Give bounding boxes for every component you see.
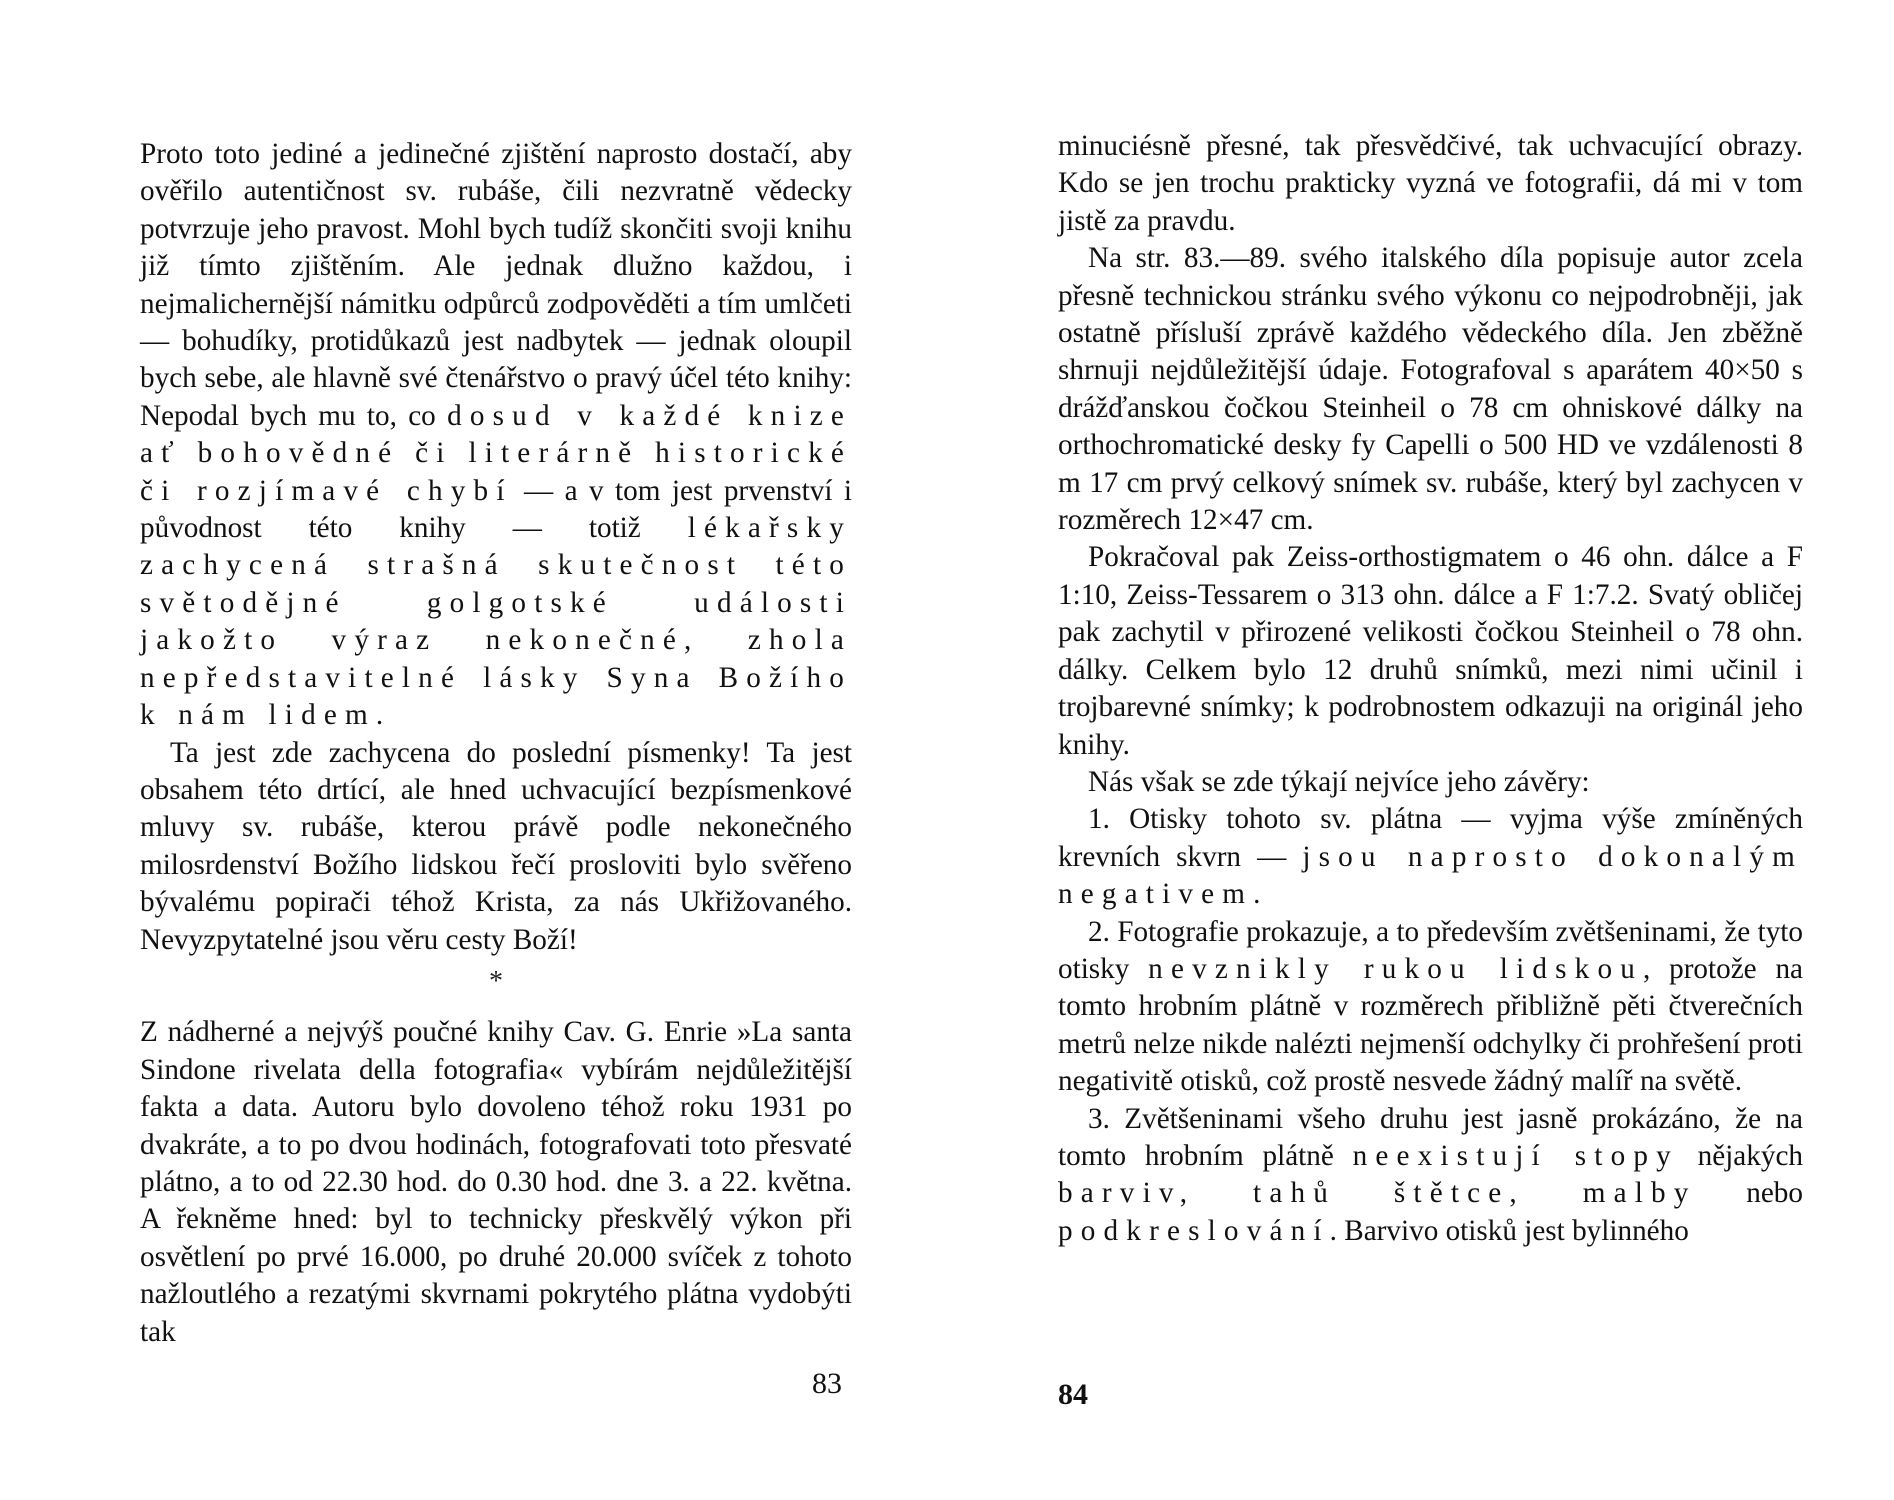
paragraph: Pokračoval pak Zeiss-orthostigmatem o 46 ohn. dálce a F 1:10, Zeiss-Tessarem o 313 ohn. dálce a F 1:7.2. Svatý obličej pak zachytil v přirozené velikosti čočkou Steinheil o 78 ohn. dálky. Celkem bylo 12 druhů snímků, mezi nimi učinil i trojbarevné snímky; k podrobnostem odkazuji na originál jeho knihy. [1058,541,1803,761]
spaced-emphasis: lékařsky zachycená strašná skutečnost této světodějné golgotské události jakožto výraz nekonečné, zhola nepředstavitelné lásky Syna Božího k nám lidem [140,512,852,732]
paragraph: Proto toto jediné a jedinečné zjištění naprosto dostačí, aby ověřilo autentičnost sv. rubáše, čili nezvratně vědecky potvrzuje jeho pravost. Mohl bych tudíž skončiti svoji knihu již tímto zjištěním. Ale jednak dlužno každou, i nejmalichernější námitku odpůrců zodpověděti a tím umlčeti — bohudíky, protidůkazů jest nadbytek — jednak oloupil bych sebe, ale hlavně své čtenářstvo o pravý účel této knihy: Nepodal bych mu to, co dosud v každé knize ať bohovědné či literárně historické či rozjímavé chybí — a v tom jest prvenství i původnost této knihy — totiž lékařsky zachycená strašná skutečnost této světodějné golgotské události jakožto výraz nekonečné, zhola nepředstavitelné lásky Syna Božího k nám lidem. [140,138,852,732]
left-page [140,0,852,1500]
page-number: 83 [812,1367,842,1400]
spaced-emphasis: dosud v každé knize ať bohovědné či literárně historické či rozjímavé chybí [140,399,852,507]
list-item: 3. Zvětšeninami všeho druhu jest jasně prokázáno, že na tomto hrobním plátně neexistují stopy nějakých barviv, tahů štětce, malby nebo podkreslování. Barvivo otisků jest bylinného [1058,1102,1803,1247]
paragraph: Z nádherné a nejvýš poučné knihy Cav. G. Enrie »La santa Sindone rivelata della fotografia« vybírám nejdůležitější fakta a data. Autoru bylo dovoleno téhož roku 1931 po dvakráte, a to po dvou hodinách, fotografovati toto přesvaté plátno, a to od 22.30 hod. do 0.30 hod. dne 3. a 22. května. A řekněme hned: byl to technicky přeskvělý výkon při osvětlení po prvé 16.000, po druhé 20.000 svíček z tohoto nažloutlého a rezatými skvrnami pokrytého plátna vydobýti tak [140,1016,852,1348]
page-number: 84 [1058,1378,1088,1411]
spaced-emphasis: nevznikly rukou lidskou [1148,952,1643,985]
right-page-text [1058,128,1803,1250]
spaced-emphasis: podkreslování [1058,1214,1330,1247]
spaced-emphasis: jsou naprosto dokonalým negativem [1058,840,1803,911]
spaced-emphasis: barviv, tahů štětce, malby [1058,1177,1697,1210]
paragraph: Ta jest zde zachycena do poslední písmenky! Ta jest obsahem této drtící, ale hned uchvacující bezpísmenkové mluvy sv. rubáše, kterou právě podle nekonečného milosrdenství Božího lidskou řečí prosloviti bylo svěřeno bývalému popirači téhož Krista, za nás Ukřižovaného. Nevyzpytatelné jsou věru cesty Boží! [140,736,852,956]
list-item: 2. Fotografie prokazuje, a to především zvětšeninami, že tyto otisky nevznikly rukou lidskou, protože na tomto hrobním plátně v rozměrech přibližně pěti čtverečních metrů nelze nikde nalézti nejmenší odchylky či prohřešení proti negativitě otisků, což prostě nesvede žádný malíř na světě. [1058,915,1803,1098]
section-separator: * [489,965,503,997]
spaced-emphasis: neexistují stopy [1352,1139,1679,1172]
list-item: 1. Otisky tohoto sv. plátna — vyjma výše zmíněných krevních skvrn — jsou naprosto dokonalým negativem. [1058,803,1803,911]
left-page-text [140,136,852,1351]
paragraph: Nás však se zde týkají nejvíce jeho závěry: [1088,765,1590,798]
paragraph: Na str. 83.—89. svého italského díla popisuje autor zcela přesně technickou stránku svého výkonu co nejpodrobněji, jak ostatně přísluší zprávě každého vědeckého díla. Jen zběžně shrnuji nejdůležitější údaje. Fotografoval s aparátem 40×50 s drážďanskou čočkou Steinheil o 78 cm ohniskové dálky na orthochromatické desky fy Capelli o 500 HD ve vzdálenosti 8 m 17 cm prvý celkový snímek sv. rubáše, který byl zachycen v rozměrech 12×47 cm. [1058,242,1803,537]
right-page [1058,0,1803,1500]
paragraph: minuciésně přesné, tak přesvědčivé, tak uchvacující obrazy. Kdo se jen trochu prakticky vyzná ve fotografii, dá mi v tom jistě za pravdu. [1058,130,1803,237]
